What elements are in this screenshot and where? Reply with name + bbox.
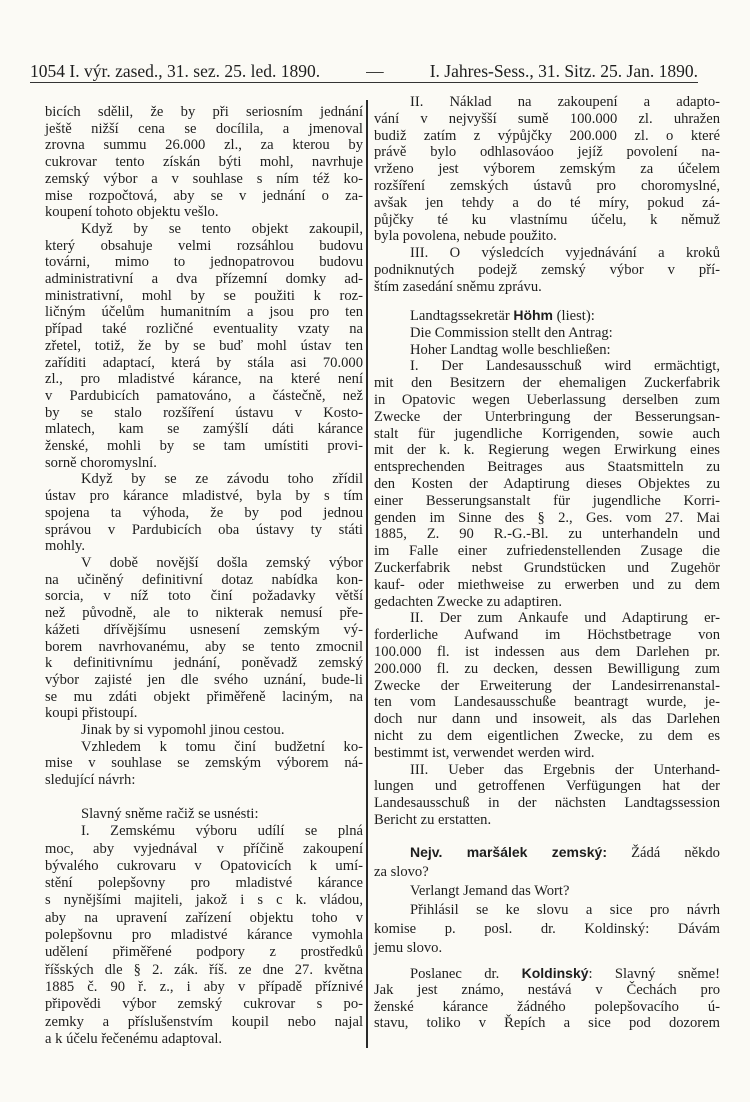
text-line: rozšíření zemských ústavů pro choromyslné, [374, 177, 720, 194]
text-line: budiž zatím z výpůjčky 200.000 zl. o které [374, 127, 720, 144]
text-line: Bericht zu erstatten. [374, 811, 492, 828]
text-line: polepšovnu pro mladistvé kárance vymohla [45, 927, 363, 944]
text-line: továrni, mimo to jednopatrovou budovu [45, 254, 363, 271]
text-line: ženské, mohli by se tam umístiti provi- [45, 438, 363, 455]
paragraph [45, 471, 363, 555]
text-line: stavu, toliko v Řepích a sice pod dozorem [374, 1015, 720, 1032]
text-line: vrženo jest výborem zemským za účelem [374, 161, 720, 178]
right-column-german-motion [374, 307, 720, 829]
text-line: než původně, ale to nikterak nemusí pře- [45, 605, 363, 622]
column-divider [366, 100, 368, 1048]
text-line: za slovo? [374, 864, 429, 880]
text-line: cukrovar tento získán býti mohl, navrhuje [45, 154, 363, 171]
text-line: štím zasedání sněmu zprávu. [374, 278, 542, 295]
text-line: výbor zajisté jen dle svého uznání, bude-li [45, 671, 363, 688]
paragraph [45, 739, 363, 789]
text-line: správou v Pardubicích oba ústavy ty státi [45, 521, 363, 538]
text-line: I. Der Landesausschuß wird ermächtigt, [410, 358, 720, 375]
speaker-name: Höhm [513, 307, 553, 323]
text-line: sorně choromyslní. [45, 454, 157, 471]
text-line [374, 843, 720, 863]
text-line: V době novější došla zemský výbor [81, 554, 363, 571]
text-line: by se stalo rozšíření ústavu v Kosto- [45, 404, 363, 421]
paragraph [374, 342, 720, 359]
text-line: zaříditi adaptací, která by stála asi 70.000 [45, 354, 363, 371]
text-line: spojena ta výhoda, že by pod jednou [45, 504, 363, 521]
running-header [30, 60, 698, 83]
text-line: právě bylo odhlasováoo jejíž povolení na- [374, 144, 720, 161]
text-line: stalt für jugendliche Korrigenden, sowie auch [374, 425, 720, 442]
text-line: který obsahuje velmi rozsáhlou budovu [45, 237, 363, 254]
text-line: bestimmt ist, verwendet werden wird. [374, 744, 595, 761]
text-line: administrativní a dva přízemní domky ad- [45, 271, 363, 288]
paragraph [45, 722, 363, 739]
text-line: II. Der zum Ankaufe und Adaptirung er- [410, 610, 720, 627]
text-segment: Žádá někdo [607, 845, 720, 861]
paragraph [374, 965, 720, 1032]
text-line: kážeti dřívějšímu usnesení zemským vý- [45, 621, 363, 638]
text-line: se mu zdáti objekt přiměřeně laciným, na [45, 688, 363, 705]
text-line: Když by se ze závodu toho zřídil [81, 471, 363, 488]
text-line: Landesausschuß in der nächsten Landtagssession [374, 795, 720, 812]
text-line: mise rozpočtová, aby se v jednání o za- [45, 187, 363, 204]
text-line: avšak jen tehdy a do té míry, pokud zá- [374, 194, 720, 211]
paragraph [374, 307, 720, 325]
text-line: k definitivnímu jednání, poněvadž zemský [45, 655, 363, 672]
text-line: 100.000 fl. ist indessen aus dem Darlehen pr. [374, 643, 720, 660]
text-line: připovědi výbor zemský cukrovar s po- [45, 996, 363, 1013]
header-czech-title: I. výr. zased., 31. sez. 25. led. 1890. [69, 61, 321, 81]
text-line: udělení přiměřené podpory z prostředků [45, 944, 363, 961]
text-line: gedachten Zwecke zu adaptiren. [374, 593, 562, 610]
text-line: byla povolena, nebude použito. [374, 228, 557, 245]
page-number: 1054 [30, 61, 65, 81]
text-line: sledující návrh: [45, 772, 136, 789]
left-column-motion [45, 806, 363, 1048]
text-line: sorcia, v níž toto činí požadavky větší [45, 588, 363, 605]
text-line [374, 307, 720, 325]
text-segment: Poslanec dr. [410, 966, 522, 982]
paragraph [374, 843, 720, 882]
text-line: kauf- oder miethweise zu erwerben und zu dem [374, 576, 720, 593]
text-line: říšských dle § 2. zák. říš. ze dne 27. května [45, 961, 363, 978]
header-czech [30, 60, 320, 82]
text-line: III. Ueber das Ergebnis der Unterhand- [410, 761, 720, 778]
text-line: Vzhledem k tomu činí budžetní ko- [81, 738, 363, 755]
text-line: ústav pro kárance mladistvé, byla by s tím [45, 488, 363, 505]
text-line: mit den Besitzern der ehemaligen Zuckerfabrik [374, 375, 720, 392]
text-line: Zwecke der Erweiterung der Landesirrenanstal- [374, 677, 720, 694]
text-line: ten vom Landesausschuße beantragt wurde, je- [374, 694, 720, 711]
speaker-name: Koldinský [521, 965, 589, 981]
text-line: na učiněný definitivní dotaz nabídka kon- [45, 571, 363, 588]
text-line: komise p. posl. dr. Koldinský: Dávám [374, 921, 720, 937]
text-line: forderliche Aufwand im Höchstbetrage von [374, 627, 720, 644]
speaker-name: Nejv. maršálek zemský: [410, 844, 608, 860]
right-column-speech [374, 965, 720, 1032]
text-line: II. Náklad na zakoupení a adapto- [410, 94, 720, 110]
text-line: ještě nižší cena se docílila, a jmenoval [45, 120, 363, 137]
paragraph [45, 221, 363, 472]
text-line: mohly. [45, 538, 85, 555]
text-line: aby na upravení zařízení objektu toho v [45, 909, 363, 926]
text-line: Hoher Landtag wolle beschließen: [410, 341, 611, 358]
text-segment: (liest): [553, 308, 595, 324]
paragraph [45, 806, 363, 823]
paragraph [45, 104, 363, 221]
text-line: 1885, Z. 90 R.-G.-Bl. zu unterhandeln und [374, 526, 720, 543]
text-segment: : Slavný sněme! [588, 966, 720, 982]
text-line: Zwecke der Unterbringung der Besserungsan- [374, 408, 720, 425]
text-line: zemky a příslušenstvím koupil nebo najal [45, 1013, 363, 1030]
text-line: podniknutých podejž zemský výbor v pří- [374, 261, 720, 278]
text-line: mlatech, kam se zamýšlí dáti kárance [45, 421, 363, 438]
text-line: mise v souhlase se zemským výborem ná- [45, 755, 363, 772]
text-line: 200.000 fl. zu decken, dessen Bewilligung zum [374, 660, 720, 677]
text-line: Slavný sněme račiž se usnésti: [81, 806, 259, 822]
text-line: Die Commission stellt den Antrag: [410, 324, 613, 341]
text-line: zrovna summu 26.000 zl., za kterou by [45, 137, 363, 154]
header-german-title: I. Jahres-Sess., 31. Sitz. 25. Jan. 1890. [429, 61, 698, 81]
text-line: den Kosten der Adaptirung dieses Objektes zu [374, 475, 720, 492]
right-column-debate [374, 843, 720, 958]
text-line: im Falle einer zufriedenstellenden Zusage die [374, 543, 720, 560]
paragraph [374, 762, 720, 829]
text-line: mit der k. k. Regierung wegen Erwirkung eines [374, 442, 720, 459]
text-line: Zuckerfabrik nebst Grundstücken und Zugehör [374, 559, 720, 576]
text-line: ženské kárance žádného polepšovacího ú- [374, 998, 720, 1015]
text-line: Jak jest známo, nestává v Čechách pro [374, 982, 720, 999]
paragraph [374, 901, 720, 958]
text-line: borem navrhovanému, aby se tento zmocnil [45, 638, 363, 655]
text-line: vání v nejvyšší sumě 100.000 zl. uhražen [374, 110, 720, 127]
text-line: Verlangt Jemand das Wort? [410, 883, 570, 899]
text-line: v Pardubicích pamatováno, a částečně, než [45, 387, 363, 404]
paragraph [374, 610, 720, 761]
paragraph [374, 245, 720, 295]
text-line: případ také rozličné eventuality vzaty na [45, 321, 363, 338]
left-column-top [45, 104, 363, 789]
text-line: III. O výsledcích vyjednávání a kroků [410, 245, 720, 262]
text-line: ličným účelům humanitním a jsou pro ten [45, 304, 363, 321]
text-line: Přihlásil se ke slovu a sice pro návrh [410, 902, 720, 918]
text-line: s nynějšími majiteli, jakož i s c k. vládou, [45, 892, 363, 909]
text-line: a k účelu řečenému adaptoval. [45, 1030, 223, 1047]
paragraph [374, 358, 720, 610]
text-line: bicích sdělil, že by při seriosním jednání [45, 104, 363, 120]
text-line: 1885 č. 90 ř. z., i aby v případě příznivé [45, 978, 363, 995]
text-line: bývalého cukrovaru v Opatovicích k umí- [45, 857, 363, 874]
paragraph [374, 882, 720, 901]
text-line: Když by se tento objekt zakoupil, [81, 220, 363, 237]
text-line: doch nur dann und insoweit, als das Darlehen [374, 711, 720, 728]
text-line: nicht zu dem eigentlichen Zwecke, zu dem es [374, 727, 720, 744]
text-line: jemu slovo. [374, 940, 443, 956]
text-line: zřetel, totiž, že by se buď mohl ústav ten [45, 337, 363, 354]
text-line: Jinak by si vypomohl jinou cestou. [81, 722, 285, 739]
text-line: ministrativní, mohl by se použiti k roz- [45, 287, 363, 304]
text-line: genden im Sinne des § 2., Ges. vom 27. Mai [374, 509, 720, 526]
text-line: koupi přistoupí. [45, 705, 138, 722]
text-line [374, 965, 720, 982]
text-segment: Landtagssekretär [410, 308, 514, 324]
text-line: moc, aby vyjednával v příčině zakoupení [45, 840, 363, 857]
paragraph [45, 823, 363, 1048]
text-line: in Opatovic wegen Ueberlassung derselben zum [374, 391, 720, 408]
right-column-top [374, 94, 720, 296]
text-line: zemský výbor a v souhlase s ním též ko- [45, 170, 363, 187]
text-line: I. Zemskému výboru udílí se plná [81, 823, 363, 840]
header-dash: — [366, 61, 384, 81]
paragraph [374, 325, 720, 342]
text-line: einer Besserungsanstalt für jugendliche Korri- [374, 492, 720, 509]
text-line: koupení tohoto objektu vešlo. [45, 204, 219, 221]
text-line: půjčky té ku vlastnímu účelu, k němuž [374, 211, 720, 228]
text-line: lungen und getroffenen Verfügungen hat der [374, 778, 720, 795]
text-line: zl., pro mladistvé kárance, na které není [45, 371, 363, 388]
paragraph [374, 94, 720, 245]
paragraph [45, 555, 363, 722]
text-line: entsprechenden Beitrages aus Staatsmitteln zu [374, 459, 720, 476]
text-line: stění polepšovny pro mladistvé kárance [45, 875, 363, 892]
